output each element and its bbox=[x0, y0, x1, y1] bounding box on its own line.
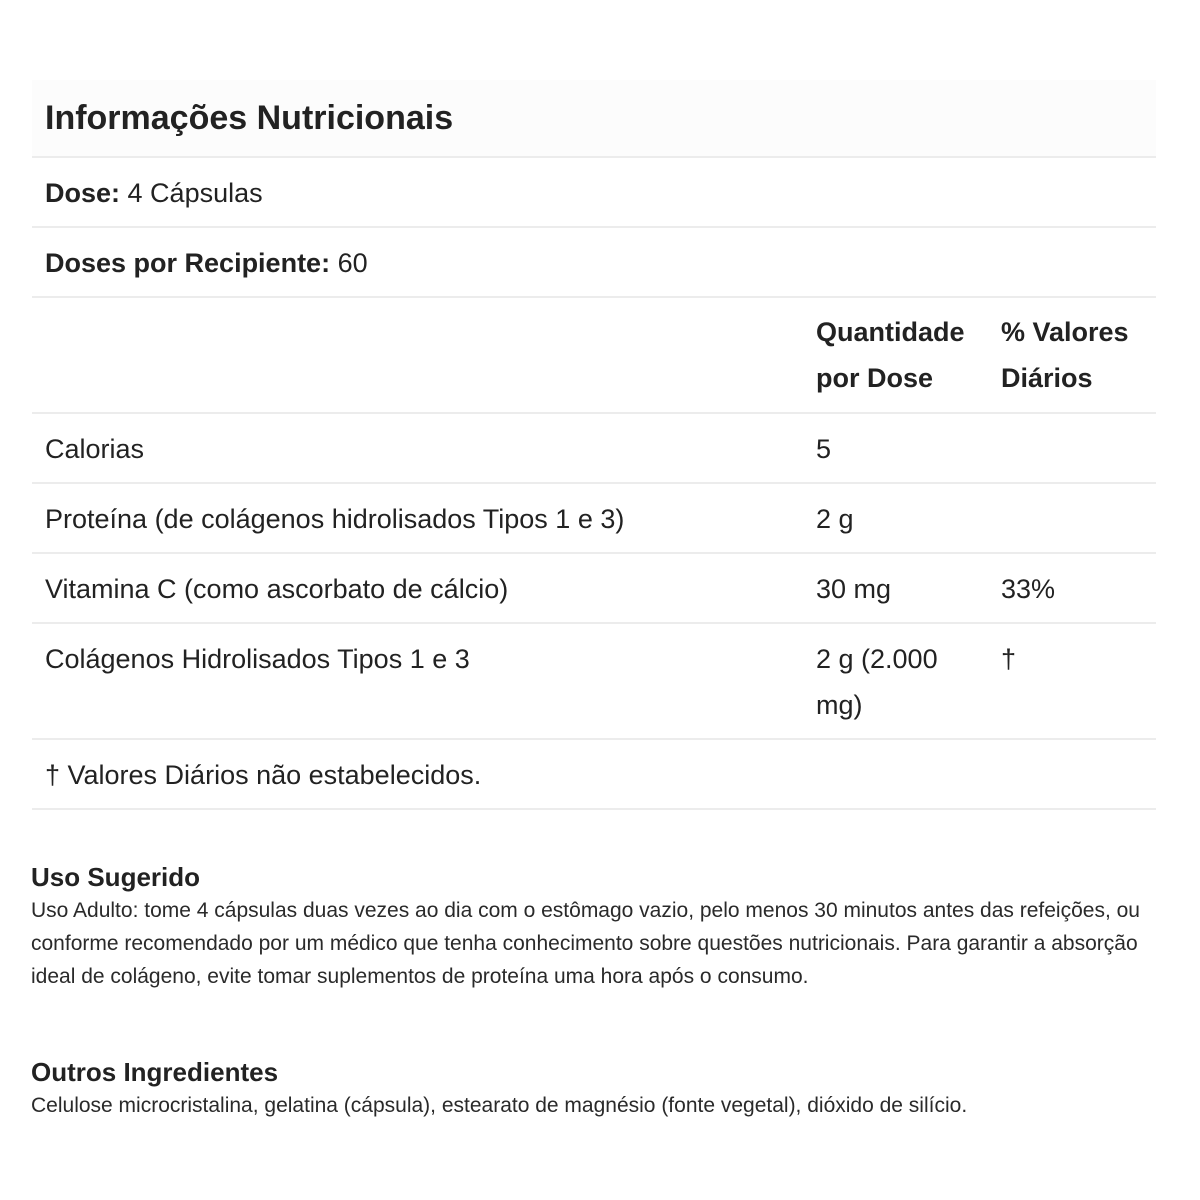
nutrient-amount: 2 g bbox=[816, 504, 854, 534]
dose-value: 4 Cápsulas bbox=[127, 178, 263, 208]
nutrient-name: Proteína (de colágenos hidrolisados Tipos 1 e 3) bbox=[45, 504, 625, 534]
suggested-use-section bbox=[31, 860, 1181, 993]
table-row bbox=[32, 484, 1156, 554]
other-ingredients-heading: Outros Ingredientes bbox=[31, 1057, 279, 1087]
dose-label: Dose: bbox=[45, 178, 121, 208]
header-dv-cell bbox=[1001, 309, 1161, 401]
nutrient-daily-value: 33% bbox=[1001, 574, 1056, 604]
nutrition-title: Informações Nutricionais bbox=[45, 99, 454, 137]
other-ingredients-text: Celulose microcristalina, gelatina (cápsula), estearato de magnésio (fonte vegetal), dióxido de silício. bbox=[31, 1094, 968, 1117]
nutrition-facts-panel bbox=[32, 80, 1156, 810]
header-amount-line2: por Dose bbox=[816, 363, 934, 393]
nutrient-amount: 30 mg bbox=[816, 574, 892, 604]
table-row bbox=[32, 554, 1156, 624]
nutrient-amount: 2 g (2.000 mg) bbox=[816, 644, 938, 720]
nutrient-daily-value: † bbox=[1001, 644, 1017, 674]
other-ingredients-section bbox=[31, 1055, 1181, 1122]
footnote-text: † Valores Diários não estabelecidos. bbox=[45, 760, 482, 790]
servings-row bbox=[32, 228, 1156, 298]
header-dv-line1: % Valores bbox=[1001, 317, 1129, 347]
servings-label: Doses por Recipiente: bbox=[45, 248, 331, 278]
header-dv-line2: Diários bbox=[1001, 363, 1093, 393]
nutrient-name: Colágenos Hidrolisados Tipos 1 e 3 bbox=[45, 644, 470, 674]
footnote-row bbox=[32, 740, 1156, 810]
nutrient-name: Vitamina C (como ascorbato de cálcio) bbox=[45, 574, 509, 604]
table-row bbox=[32, 624, 1156, 740]
dose-row bbox=[32, 158, 1156, 228]
nutrition-title-row bbox=[32, 80, 1156, 158]
header-amount-cell bbox=[816, 309, 1001, 401]
table-row bbox=[32, 414, 1156, 484]
suggested-use-heading: Uso Sugerido bbox=[31, 862, 201, 892]
nutrient-amount: 5 bbox=[816, 434, 832, 464]
nutrient-name: Calorias bbox=[45, 434, 145, 464]
suggested-use-text: Uso Adulto: tome 4 cápsulas duas vezes ao dia com o estômago vazio, pelo menos 30 minutos antes das refeições, ou conforme recomendado por um médico que tenha conhecimento sobre questões nutricionais. Para garantir a absorção ideal de colágeno, evite tomar suplementos de proteína uma hora após o consumo. bbox=[31, 899, 1140, 988]
servings-value: 60 bbox=[337, 248, 368, 278]
table-header-row bbox=[32, 298, 1156, 414]
header-amount-line1: Quantidade bbox=[816, 317, 965, 347]
nutrient-amount-cell bbox=[816, 636, 1001, 728]
